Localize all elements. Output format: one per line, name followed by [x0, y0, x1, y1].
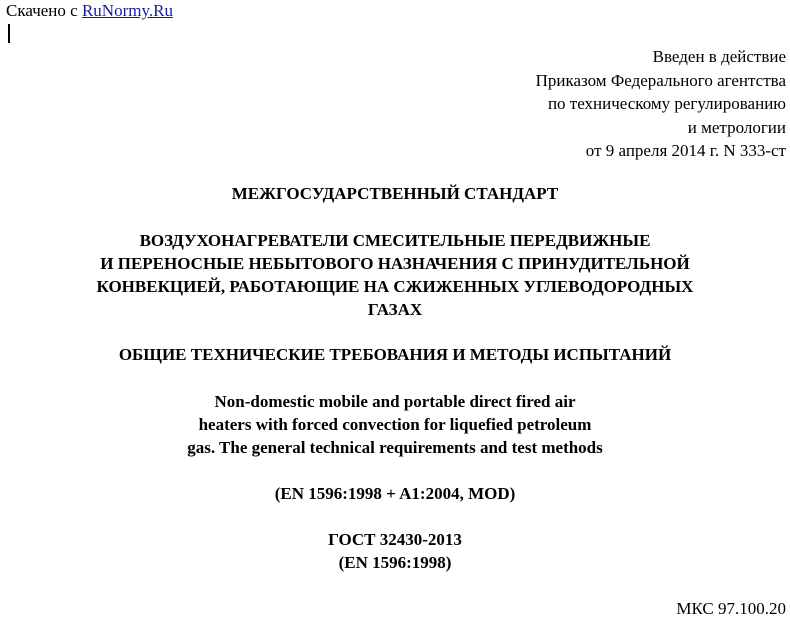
enactment-line: и метрологии — [687, 117, 786, 137]
subtitle-russian-text: ОБЩИЕ ТЕХНИЧЕСКИЕ ТРЕБОВАНИЯ И МЕТОДЫ ИСПЫТАНИЙ — [118, 345, 672, 364]
title-english-line: gas. The general technical requirements and test methods — [187, 438, 603, 457]
text-cursor — [8, 24, 10, 43]
title-english-line: Non-domestic mobile and portable direct fired air — [214, 392, 576, 411]
enactment-line: по техническому регулированию — [547, 94, 786, 113]
enactment-line: Приказом Федерального агентства — [535, 70, 786, 90]
subtitle-russian — [0, 343, 790, 366]
title-russian-line: ГАЗАХ — [367, 300, 423, 319]
gost-designation — [0, 528, 790, 574]
gost-number: ГОСТ 32430-2013 — [328, 530, 462, 549]
title-english — [0, 390, 790, 459]
en-reference — [0, 482, 790, 505]
en-reference-text: (EN 1596:1998 + A1:2004, MOD) — [274, 484, 516, 503]
source-prefix: Скачено с — [6, 1, 82, 20]
source-link[interactable]: RuNormy.Ru — [81, 1, 173, 20]
enactment-line: от 9 апреля 2014 г. N 333-ст — [585, 141, 786, 160]
mks-code: МКС 97.100.20 — [676, 599, 786, 618]
title-russian-line: ВОЗДУХОНАГРЕВАТЕЛИ СМЕСИТЕЛЬНЫЕ ПЕРЕДВИЖНЫЕ — [139, 231, 651, 250]
standard-type-heading — [0, 182, 790, 205]
enactment-line: Введен в действие — [652, 47, 786, 66]
title-english-line: heaters with forced convection for liquefied petroleum — [198, 415, 592, 434]
source-line — [6, 1, 173, 21]
gost-equivalent: (EN 1596:1998) — [338, 553, 452, 572]
title-russian-line: КОНВЕКЦИЕЙ, РАБОТАЮЩИЕ НА СЖИЖЕННЫХ УГЛЕВОДОРОДНЫХ — [96, 277, 694, 296]
standard-type-text: МЕЖГОСУДАРСТВЕННЫЙ СТАНДАРТ — [231, 184, 559, 203]
enactment-block — [536, 45, 786, 163]
title-russian — [0, 229, 790, 321]
title-russian-line: И ПЕРЕНОСНЫЕ НЕБЫТОВОГО НАЗНАЧЕНИЯ С ПРИНУДИТЕЛЬНОЙ — [100, 254, 690, 273]
